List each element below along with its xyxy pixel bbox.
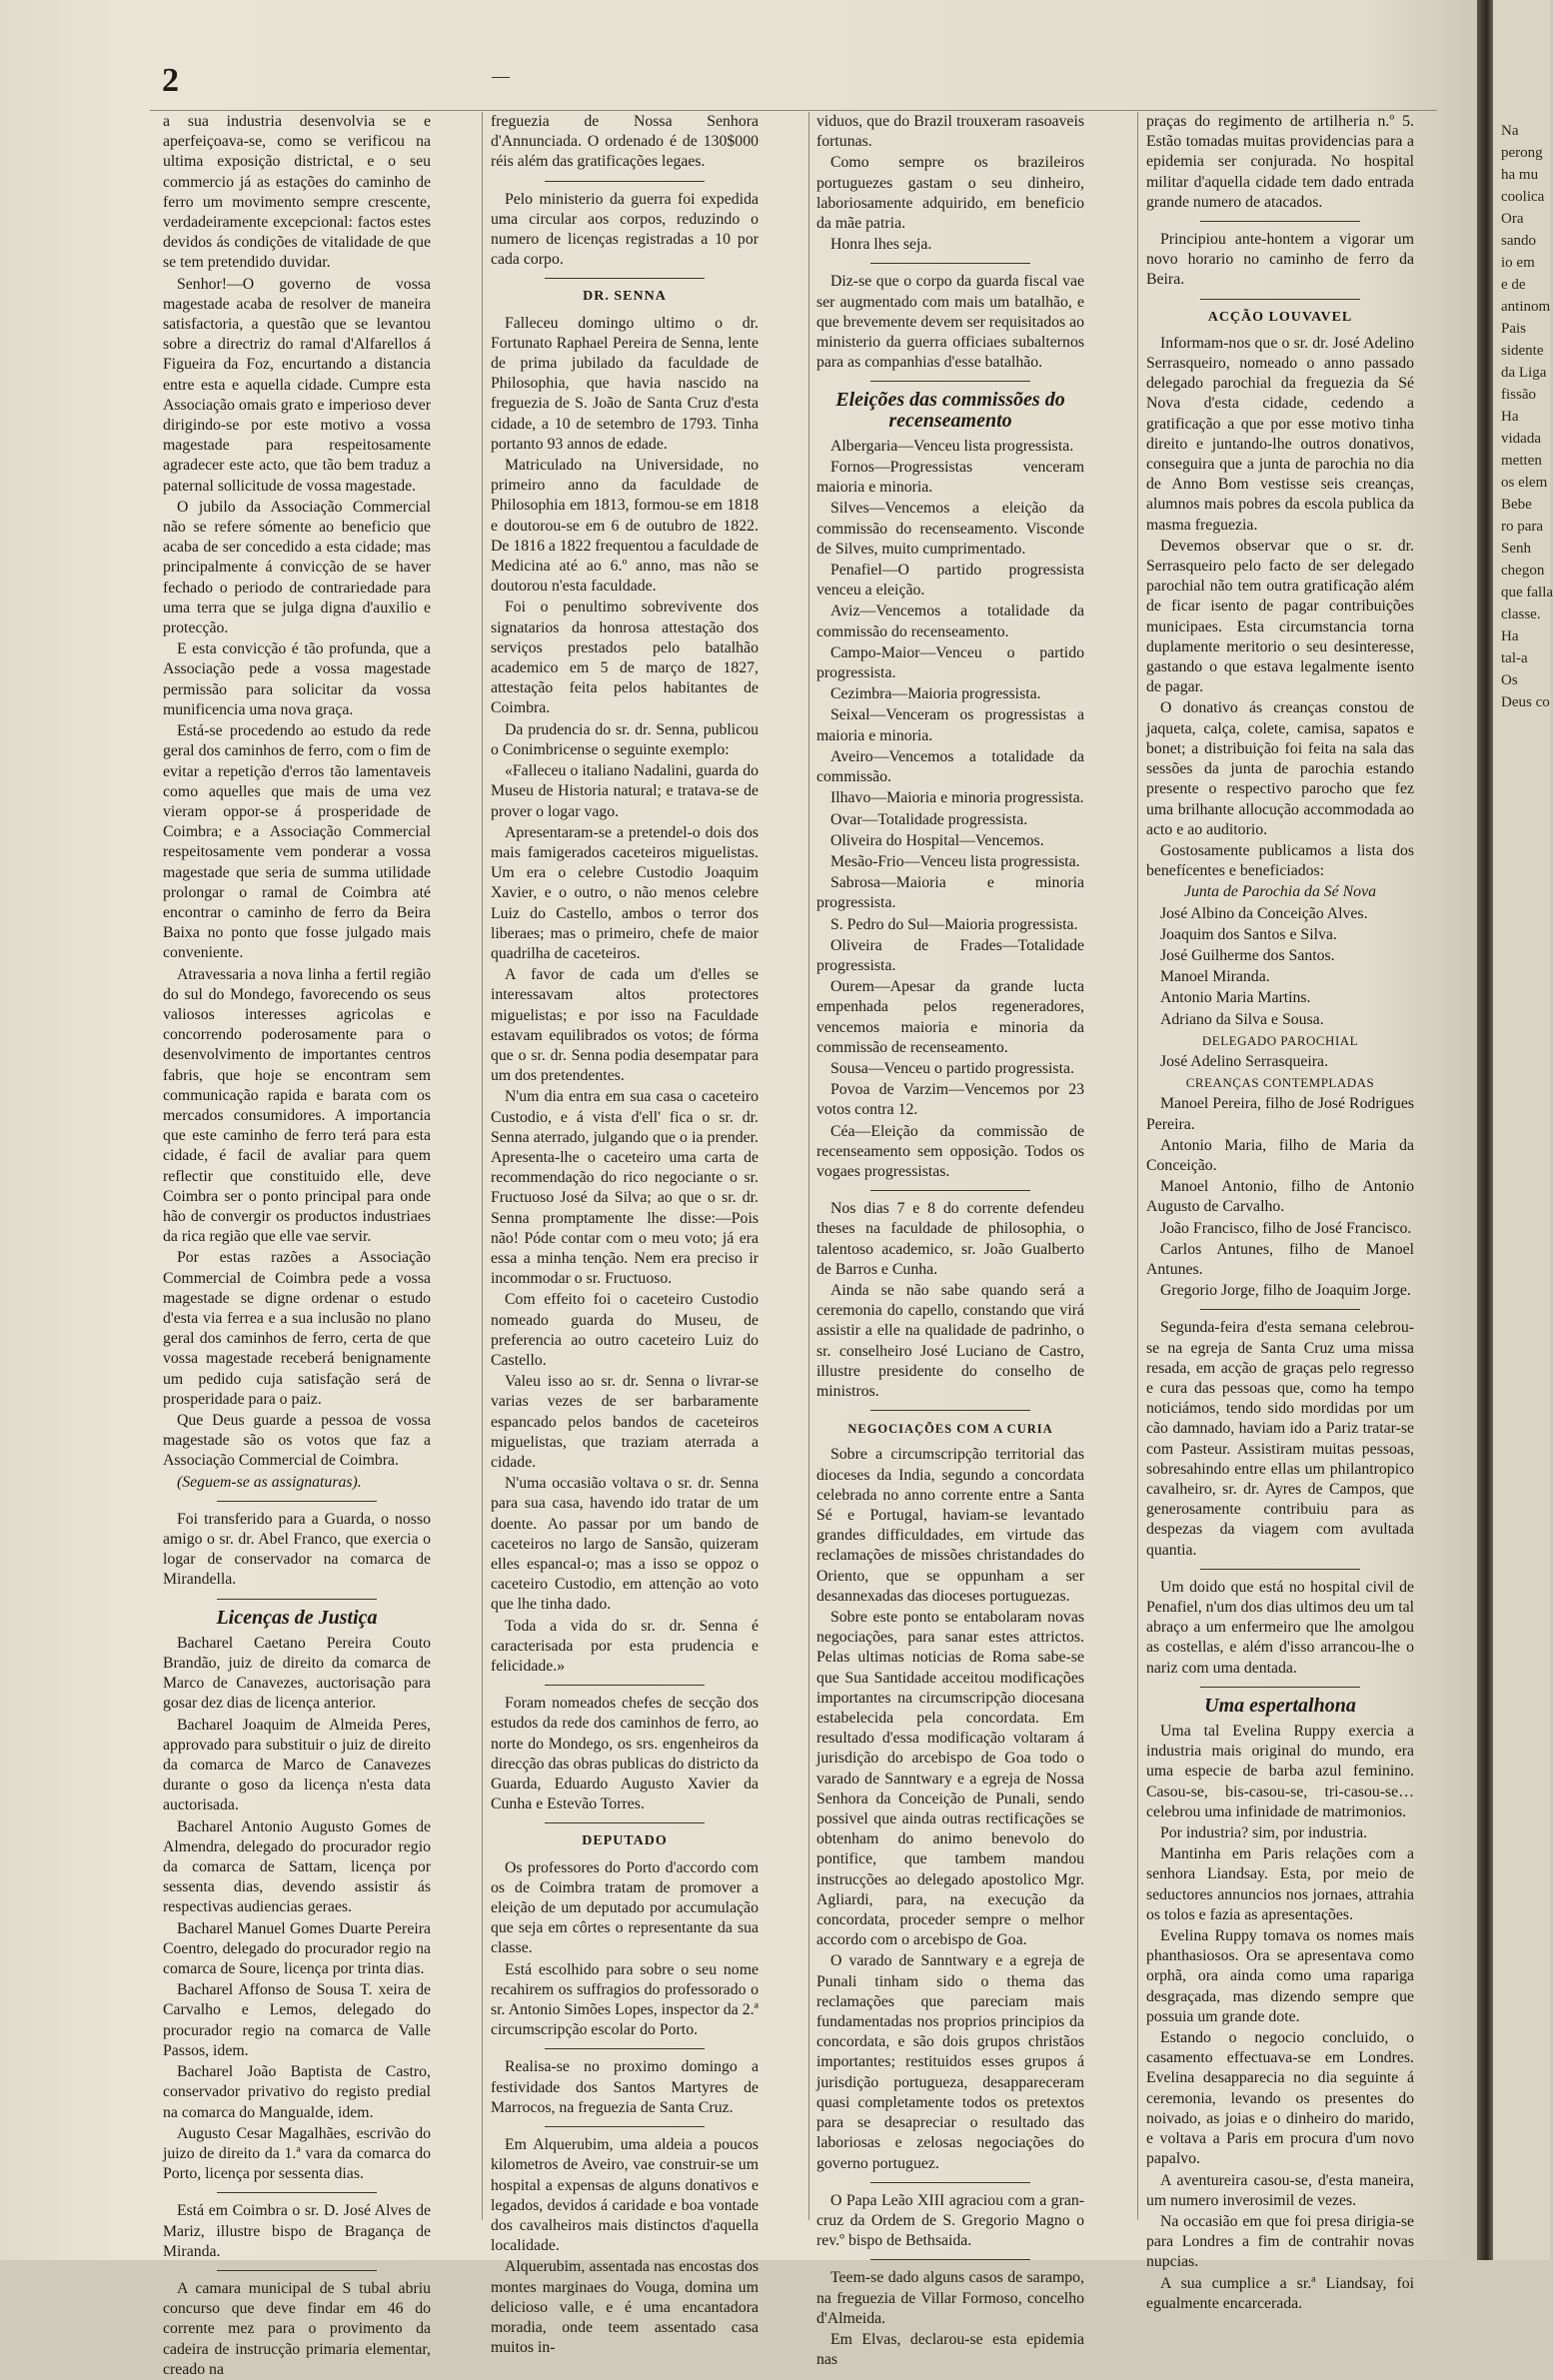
paragraph: Está escolhido para sobre o seu nome recahirem os suffragios do professorado o sr. Antonio Simões Lopes, inspector da 2.ª circumscripção escolar do Porto. [491,1960,759,2039]
fragment-line: antinom [1501,299,1551,315]
column-3 [816,112,1085,2369]
article-separator [217,2192,378,2193]
paragraph: Sabrosa—Maioria e minoria progressista. [816,874,1084,912]
paragraph: Povoa de Varzim—Vencemos por 23 votos contra 12. [816,1081,1084,1119]
paragraph: Informam-nos que o sr. dr. José Adelino Serrasqueiro, nomeado o anno passado delegado parochial da freguezia da Sé Nova d'esta cidade, cedendo a gratificação a que por esse motivo tinha direito e juntando-lhe outros donativos, conseguira que a junta de parochia no dia de Anno Bom vestisse seis creanças, alumnos mais pobres da escola publica da masma freguezia. [1146,334,1414,534]
fragment-line: metten [1501,453,1542,469]
paragraph: Senhor!—O governo de vossa magestade acaba de resolver de maneira satisfactoria, a questão que se levantou sobre a directriz do ramal d'Alfarellos á Figueira da Foz, encurtando a distancia entre esta e aquella cidade. Cumpre esta Associação omais grato e imperioso dever dirigindo-se por este motivo a vossa magestade para respeitosamente agradecer este acto, que tão bem traduz a paternal sollicitude de vossa magestade. [163,275,431,495]
paragraph: Os professores do Porto d'accordo com os de Coimbra tratam de promover a eleição de um deputado por accumulação que seja em côrtes o representante da sua classe. [491,1858,759,1957]
paragraph: Teem-se dado alguns casos de sarampo, na freguezia de Villar Formoso, concelho d'Almeida. [816,2269,1084,2327]
paragraph: Em Alquerubim, uma aldeia a poucos kilometros de Aveiro, vae construir-se um hospital a expensas de alguns donativos e legados, devidos á caridade e boa vontade dos cavalheiros mais distinctos d'aquella localidade. [491,2136,759,2255]
paragraph: Mantinha em Paris relações com a senhora Liandsay. Esta, por meio de seductores annuncios nos jornaes, attrahia os tolos e fazia as apresentações. [1146,1845,1414,1923]
paragraph: O donativo ás creanças constou de jaqueta, calça, colete, camisa, sapatos e bonet; a distribuição foi feita na sala das sessões da junta de parochia estando presente o respectivo parocho que fez uma brilhante allocução accommodada ao acto e ao auditorio. [1146,699,1414,838]
article-separator [870,381,1031,382]
fragment-line: Pais [1501,321,1527,337]
paragraph: N'um dia entra em sua casa o caceteiro Custodio, e á vista d'ell' fica o sr. dr. Senna aterrado, julgando que o ia prender. Apresenta-lhe o caceteiro uma carta de recommendação do rico negociante o sr. Fructuoso José da Silva; ao que o sr. dr. Senna promptamente lhe disse:—Pois não! Póde contar com o meu voto; já era essa a minha tenção. Nem era preciso ir incommodar o sr. Fructuoso. [491,1088,759,1288]
fragment-line: io em [1501,255,1535,271]
fragment-line: chegon [1501,563,1545,579]
article-separator [870,2182,1031,2183]
fragment-line: perong [1501,145,1543,161]
fragment-line: Senh [1501,541,1531,557]
paragraph: Gostosamente publicamos a lista dos benefícentes e beneficiados: [1146,841,1414,880]
paragraph: S. Pedro do Sul—Maioria progressista. [830,915,1078,933]
article-separator [545,1685,706,1686]
paragraph: A aventureira casou-se, d'esta maneira, um numero inverosimil de vezes. [1146,2171,1414,2209]
section-heading: DEPUTADO [582,1833,668,1849]
fragment-line: Bebe [1501,497,1532,513]
paragraph: Da prudencia do sr. dr. Senna, publicou o Conimbricense o seguinte exemplo: [491,720,759,758]
paragraph: Ourem—Apesar da grande lucta empenhada pelos regeneradores, vencemos maioria e minoria da commissão de recenseamento. [816,978,1084,1056]
paragraph: Manoel Pereira, filho de José Rodrigues Pereira. [1146,1095,1414,1133]
paragraph: Oliveira do Hospital—Vencemos. [830,831,1044,849]
paragraph: Bacharel Caetano Pereira Couto Brandão, juiz de direito da comarca de Marco de Canavezes, auctorisação para gosar dez dias de licença anterior. [163,1634,431,1713]
paragraph: José Adelino Serrasqueira. [1160,1052,1329,1070]
article-separator [870,1410,1031,1411]
fragment-line: coolica [1501,189,1545,205]
paragraph: Aviz—Vencemos a totalidade da commissão do recenseamento. [816,602,1084,640]
column-divider [808,112,809,2220]
article-separator [217,2270,378,2271]
paragraph: Seixal—Venceram os progressistas a maioria e minoria. [816,706,1084,744]
paragraph: N'uma occasião voltava o sr. dr. Senna para sua casa, havendo ido tratar de um doente. Ao passar por um bando de caceteiros no largo de Sansão, quizeram elles espancal-o; mas a isso se oppoz o caceteiro Custodio, em attenção ao voto que lhe tinha dado. [491,1475,759,1614]
paragraph: Segunda-feira d'esta semana celebrou-se na egreja de Santa Cruz uma missa resada, em acção de graças pelo regresso e cura das pessoas que, como ha tempo noticiámos, tendo sido mordidas por um cão damnado, haviam ido a Pariz tratar-se com Pasteur. Assistiram muitas pessoas, sobresahindo entre ellas um philantropico cavalheiro, sr. dr. Ayres de Campos, que generosamente contribuiu para as despezas da viagem com avultada quantia. [1146,1319,1414,1559]
article-separator [1200,299,1361,300]
fragment-line: vidada [1501,431,1541,447]
paragraph: Uma tal Evelina Ruppy exercia a industria mais original do mundo, era uma especie de barba azul feminino. Casou-se, bis-casou-se, tri-casou-se… celebrou uma infinidade de matrimonios. [1146,1723,1414,1820]
paragraph: Estando o negocio concluido, o casamento effectuava-se em Londres. Evelina desapparecia no dia seguinte á ceremonia, levando os presentes do noivado, as joias e o dinheiro do marido, e voltava a Paris em procura d'um novo papalvo. [1146,2029,1414,2168]
fragment-line: sidente [1501,343,1544,359]
fragment-line: Ha [1501,628,1519,644]
paragraph: Ainda se não sabe quando será a ceremonia do capello, constando que virá assistir a elle na qualidade de padrinho, o sr. conselheiro José Luciano de Castro, illustre presidente do conselho de ministros. [816,1281,1084,1400]
paragraph: Antonio Maria Martins. [1160,989,1311,1007]
paragraph: João Francisco, filho de José Francisco. [1160,1219,1412,1237]
article-separator [217,1599,378,1600]
paragraph: Sobre a circumscripção territorial das dioceses da India, segundo a concordata celebrada no anno corrente entre a Santa Sé e Portugal, haviam-se levantado grandes difficuldades, em virtude das reclamações de missões christandades do Oriento, que se oppunham a ser desannexadas das dioceses portuguezas. [816,1446,1084,1605]
paragraph: Aveiro—Vencemos a totalidade da commissão. [816,747,1084,786]
paragraph: Antonio Maria, filho de Maria da Conceição. [1146,1136,1414,1174]
paragraph: Ovar—Totalidade progressista. [830,810,1028,828]
fragment-line: tal-a [1501,650,1528,666]
paragraph: Realisa-se no proximo domingo a festividade dos Santos Martyres de Marrocos, na freguezia de Santa Cruz. [491,2058,759,2116]
article-separator [1200,1569,1361,1570]
paragraph: Foi transferido para a Guarda, o nosso amigo o sr. dr. Abel Franco, que exercia o logar de conservador na comarca de Mirandella. [163,1510,431,1589]
paragraph: Com effeito foi o caceteiro Custodio nomeado guarda do Museu, de preferencia ao outro caceteiro Luiz do Castello. [491,1291,759,1369]
paragraph: Fornos—Progressistas venceram maioria e minoria. [816,459,1084,497]
paragraph: «Falleceu o italiano Nadalini, guarda do Museu de Historia natural; e tratava-se de prover o logar vago. [491,762,759,820]
top-rule [150,110,1437,111]
paragraph: Apresentaram-se a pretendel-o dois dos mais famigerados caceteiros miguelistas. Um era o celebre Custodio Joaquim Xavier, e o outro, o não menos celebre Luiz do Castello, ambos o terror dos liberaes; mas o primeiro, chefe de maior quadrilha de caceteiros. [491,823,759,962]
fragment-line: Na [1501,123,1519,139]
fragment-line: ha mu [1501,167,1539,183]
paragraph: Na occasião em que foi presa dirigia-se para Londres a fim de contrahir novas nupcias. [1146,2212,1414,2271]
paragraph: Matriculado na Universidade, no primeiro anno da faculdade de Philosophia em 1813, formou-se em 1818 e doutorou-se em 6 de outubro de 1822. De 1816 a 1822 frequentou a faculdade de Medicina até ao 6.º anno, mas não se doutorou n'esta faculdade. [491,457,759,595]
paragraph: Está-se procedendo ao estudo da rede geral dos caminhos de ferro, com o fim de evitar a repetição d'erros tão lamentaveis como aquelles que mais de uma vez vieram oppor-se á prosperidade de Coimbra; e a Associação Commercial respeitosamente vem ponderar a vossa magestade que seria de summa utilidade prolongar o ramal de Coimbra até encontrar o caminho de ferro da Beira Baixa no ponto que fosse julgado mais conveniente. [163,722,431,962]
paragraph: (Seguem-se as assignaturas). [177,1473,362,1491]
fragment-line: sando [1501,233,1536,249]
paragraph: Foram nomeados chefes de secção dos estudos da rede dos caminhos de ferro, ao norte do Mondego, os srs. engenheiros da direcção das obras publicas do districto da Guarda, Eduardo Augusto Xavier da Cunha e Estevão Torres. [491,1695,759,1813]
article-separator [545,2048,706,2049]
paragraph: Bacharel Affonso de Sousa T. xeira de Carvalho e Lemos, delegado do procurador regio na comarca de Valle Passos, idem. [163,1981,431,2059]
paragraph: Diz-se que o corpo da guarda fiscal vae ser augmentado com mais um batalhão, e que brevemente devem ser requisitados ao ministerio da guerra officiaes subalternos para as companhias d'esse batalhão. [816,273,1085,372]
section-heading: Uma espertalhona [1204,1694,1356,1717]
paragraph: Por industria? sim, por industria. [1160,1824,1368,1842]
paragraph: Atravessaria a nova linha a fertil região do sul do Mondego, favorecendo os seus valiosos interesses agricolas e concorrendo poderosamente para o desenvolvimento de importantes centros fabris, que hoje se encontram sem communicação rapida e barata com os mercados consumidores. A importancia que este caminho de ferro terá para esta cidade, é facil de avaliar para quem reflectir que constituido elle, deve Coimbra ser o ponto principal para onde hão de convergir os productos industriaes da rica região que elle vae servir. [163,965,431,1246]
paragraph: Adriano da Silva e Sousa. [1160,1010,1324,1028]
section-heading: ACÇÃO LOUVAVEL [1207,309,1353,325]
paragraph: Em Elvas, declarou-se esta epidemia nas [816,2330,1084,2369]
paragraph: O jubilo da Associação Commercial não se refere sómente ao beneficio que acaba de ser concedido a esta cidade; mas principalmente á convicção de se haver fechado o periodo de contrariedade para uma terra que se julga digna d'auxilio e protecção. [163,498,431,637]
paragraph: Céa—Eleição da commissão de recenseamento sem opposição. Todos os vogaes progressistas. [816,1122,1084,1180]
paragraph: Ilhavo—Maioria e minoria progressista. [830,789,1084,807]
paragraph: Honra lhes seja. [830,236,932,254]
paragraph: Foi o penultimo sobrevivente dos signatarios da honrosa attestação dos serviços prestados pelo batalhão academico em 5 de março de 1827, attestação feita pelos habitantes de Coimbra. [491,598,759,717]
column-2 [491,112,759,2357]
paragraph: Manoel Miranda. [1160,968,1270,986]
paragraph: Albergaria—Venceu lista progressista. [830,437,1074,455]
header-dash: — [492,66,510,86]
paragraph: Penafiel—O partido progressista venceu a eleição. [816,562,1084,599]
adjacent-page [1493,0,1553,2260]
fragment-line: que falla [1501,585,1553,600]
paragraph: Gregorio Jorge, filho de Joaquim Jorge. [1160,1282,1411,1300]
paragraph: Sobre este ponto se entabolaram novas negociações, para sanar estes attrictos. Pelas ultimas noticias de Roma sabe-se que Sua Santidade acceitou modificações importantes na circumscripção diocesana estabelecida pela concordata. Em resultado d'essa modificação voltaram á jurisdição do arcebispo de Goa todo o varado de Sanntwary e a egreja de Nossa Senhora da Conceição de Punali, sendo possivel que ainda outras rectificações se obtenham do animo benevolo do pontifice, que tambem mandou instrucções ao delegado apostolico Mgr. Agliardi, para, na execução da concordata, proceder sempre o melhor accordo com o arcebispo de Goa. [816,1609,1084,1949]
paragraph: Augusto Cesar Magalhães, escrivão do juizo de direito da 1.ª vara da comarca do Porto, licença por sessenta dias. [163,2124,431,2183]
paragraph: Silves—Vencemos a eleição da commissão do recenseamento. Visconde de Silves, muito cumprimentado. [816,500,1084,558]
paragraph: a sua industria desenvolvia se e aperfeiçoava-se, como se verificou na ultima exposição districtal, e o seu commercio já as estações do caminho de ferro um movimento sempre crescente, verdadeiramente excepcional: factos estes devidos ás condições de vitalidade de que se tem pretendido duvidar. [163,113,431,272]
paragraph: Valeu isso ao sr. dr. Senna o livrar-se varias vezes de ser barbaramente espancado pelos bandos de caceteiros miguelistas, que traziam aterrada a cidade. [491,1373,759,1471]
fragment-line: Deus co [1501,694,1550,710]
article-separator [1200,221,1361,222]
paragraph: A favor de cada um d'elles se interessavam altos protectores miguelistas; e por isso na Faculdade estavam equilibrados os votos; de fórma que o sr. dr. Senna podia desempatar para um dos pretendentes. [491,966,759,1085]
list-heading: DELEGADO PAROCHIAL [1201,1032,1359,1048]
fragment-line: classe. [1501,606,1541,622]
fragment-line: Ora [1501,211,1524,227]
paragraph: Campo-Maior—Venceu o partido progressista. [816,643,1084,682]
article-separator [217,1501,378,1502]
article-separator [545,1822,706,1823]
page-number: 2 [162,62,179,99]
article-separator [870,1190,1031,1191]
paragraph: Mesão-Frio—Venceu lista progressista. [830,852,1080,870]
section-heading: DR. SENNA [583,289,667,305]
paragraph: A sua cumplice a sr.ª Liandsay, foi egualmente encarcerada. [1146,2274,1414,2312]
article-separator [545,278,706,279]
paragraph: Bacharel Antonio Augusto Gomes de Almendra, delegado do procurador regio da comarca de Sattam, licença por sessenta dias, devendo assistir ás respectivas audiencias geraes. [163,1817,431,1916]
paragraph: A camara municipal de S tubal abriu concurso que deve findar em 46 do corrente mez para o provimento da cadeira de instrucção primaria elementar, creado na [163,2279,431,2378]
paragraph: Devemos observar que o sr. dr. Serrasqueiro pelo facto de ser delegado parochial não tem outra gratificação além de ficar isento de pagar contribuições municipaes. Esta circumstancia torna duplamente meritorio o seu desinteresse, gastando o que estava legalmente isento de pagar. [1146,537,1414,696]
column-1 [163,112,431,2378]
article-separator [1200,1309,1361,1310]
list-heading: Junta de Parochia da Sé Nova [1183,883,1376,901]
paragraph: Manoel Antonio, filho de Antonio Augusto de Carvalho. [1146,1178,1414,1216]
paragraph: Evelina Ruppy tomava os nomes mais phanthasiosos. Ora se apresentava como orphã, ora ainda como uma rapariga desgraçada, mas dizendo sempre que possuia um grande dote. [1146,1927,1414,2025]
adjacent-page-fragment [1493,0,1553,713]
article-separator [545,2126,706,2127]
list-heading: CREANÇAS CONTEMPLADAS [1185,1075,1375,1091]
column-divider [1137,112,1138,2220]
paragraph: Joaquim dos Santos e Silva. [1160,925,1337,943]
paragraph: José Guilherme dos Santos. [1160,946,1335,964]
fragment-line: fissão [1501,387,1536,403]
paragraph: José Albino da Conceição Alves. [1160,904,1368,922]
article-separator [870,2259,1031,2260]
fragment-line: Os [1501,672,1518,688]
article-separator [870,263,1031,264]
paragraph: Nos dias 7 e 8 do corrente defendeu theses na faculdade de philosophia, o talentoso academico, sr. João Gualberto de Barros e Cunha. [816,1200,1084,1278]
paragraph: Principiou ante-hontem a vigorar um novo horario no caminho de ferro da Beira. [1146,231,1414,289]
paragraph: Pelo ministerio da guerra foi expedida uma circular aos corpos, reduzindo o numero de licenças registradas a 10 por cada corpo. [491,190,759,269]
paragraph: Carlos Antunes, filho de Manoel Antunes. [1146,1240,1414,1278]
paragraph: Bacharel João Baptista de Castro, conservador privativo do registo predial na comarca do Mangualde, idem. [163,2063,431,2121]
paragraph: Bacharel Joaquim de Almeida Peres, approvado para substituir o juiz de direito da comarca de Marco de Canavezes durante o goso da licença n'esta data auctorisada. [163,1716,431,1814]
fragment-line: e de [1501,277,1526,293]
paragraph: Alquerubim, assentada nas encostas dos montes marginaes do Vouga, domina um delicioso valle, e é uma encantadora moradia, onde teem assentado casa muitos in- [491,2258,759,2357]
paragraph: viduos, que do Brazil trouxeram rasoaveis fortunas. [816,113,1084,151]
paragraph: freguezia de Nossa Senhora d'Annunciada. O ordenado é de 130$000 réis além das gratificações legaes. [491,113,759,171]
column-divider [482,112,483,2220]
section-heading: Eleições das commissões do recenseamento [835,389,1065,432]
paragraph: E esta convicção é tão profunda, que a Associação pede a vossa magestade permissão para solicitar da vossa munificencia uma nova graça. [163,640,431,718]
paragraph: Oliveira de Frades—Totalidade progressista. [816,936,1084,974]
paragraph: O Papa Leão XIII agraciou com a gran-cruz da Ordem de S. Gregorio Magno o rev.º bispo de Bethsaida. [816,2191,1084,2250]
paragraph: Falleceu domingo ultimo o dr. Fortunato Raphael Pereira de Senna, lente de prima jubilado da faculdade de Philosophia, que havia nascido na freguezia de S. João de Santa Cruz d'esta cidade, a 10 de setembro de 1793. Tinha portanto 93 annos de edade. [491,314,759,453]
section-heading: Licenças de Justiça [216,1606,378,1629]
paragraph: Sousa—Venceu o partido progressista. [830,1059,1074,1077]
article-separator [545,181,706,182]
fragment-line: da Liga [1501,365,1547,381]
column-4 [1146,112,1414,2312]
paragraph: Por estas razões a Associação Commercial de Coimbra pede a vossa magestade se digne ordenar o estudo d'esta via ferrea e a sua inclusão no plano geral dos caminhos de ferro, certa de que vossa magestade receberá benignamente um pedido cuja satisfação será de prosperidade para o paiz. [163,1249,431,1408]
paragraph: Bacharel Manuel Gomes Duarte Pereira Coentro, delegado do procurador regio na comarca de Soure, licença por trinta dias. [163,1919,431,1978]
paragraph: praças do regimento de artilheria n.º 5. Estão tomadas muitas providencias para a epidemia ser conjurada. No hospital militar d'aquella cidade tem dado entrada grande numero de atacados. [1146,113,1414,211]
fragment-line: os elem [1501,475,1548,491]
article-separator [1200,1687,1361,1688]
paragraph: Um doido que está no hospital civil de Penafiel, n'um dos dias ultimos deu um tal abraço a um enfermeiro que lhe amolgou as costellas, e além d'isso arrancou-lhe o nariz com uma dentada. [1146,1578,1414,1677]
paragraph: Está em Coimbra o sr. D. José Alves de Mariz, illustre bispo de Bragança de Miranda. [163,2202,431,2260]
paragraph: O varado de Sanntwary e a egreja de Punali tinham sido o thema das reclamações que pareciam mais fundamentadas nos proprios principios da concordata, e são dois grupos christãos importantes; restituidos esses grupos á jurisdição portugueza, desappareceram quasi completamente todos os pretextos para se desapreciar o resultado das laboriosas e zelosas negociações do governo portuguez. [816,1952,1084,2172]
fragment-line: Ha [1501,409,1519,425]
binding-gutter [1477,0,1493,2260]
paragraph: Que Deus guarde a pessoa de vossa magestade são os votos que faz a Associação Commercial de Coimbra. [163,1412,431,1470]
section-heading: NEGOCIAÇÕES COM A CURIA [847,1422,1053,1437]
paragraph: Cezimbra—Maioria progressista. [830,685,1041,703]
paragraph: Como sempre os brazileiros portuguezes gastam o seu dinheiro, laboriosamente adquirido, em beneficio da mãe patria. [816,154,1084,233]
paragraph: Toda a vida do sr. dr. Senna é caracterisada por esta prudencia e felicidade.» [491,1617,759,1676]
fragment-line: ro para [1501,519,1544,535]
